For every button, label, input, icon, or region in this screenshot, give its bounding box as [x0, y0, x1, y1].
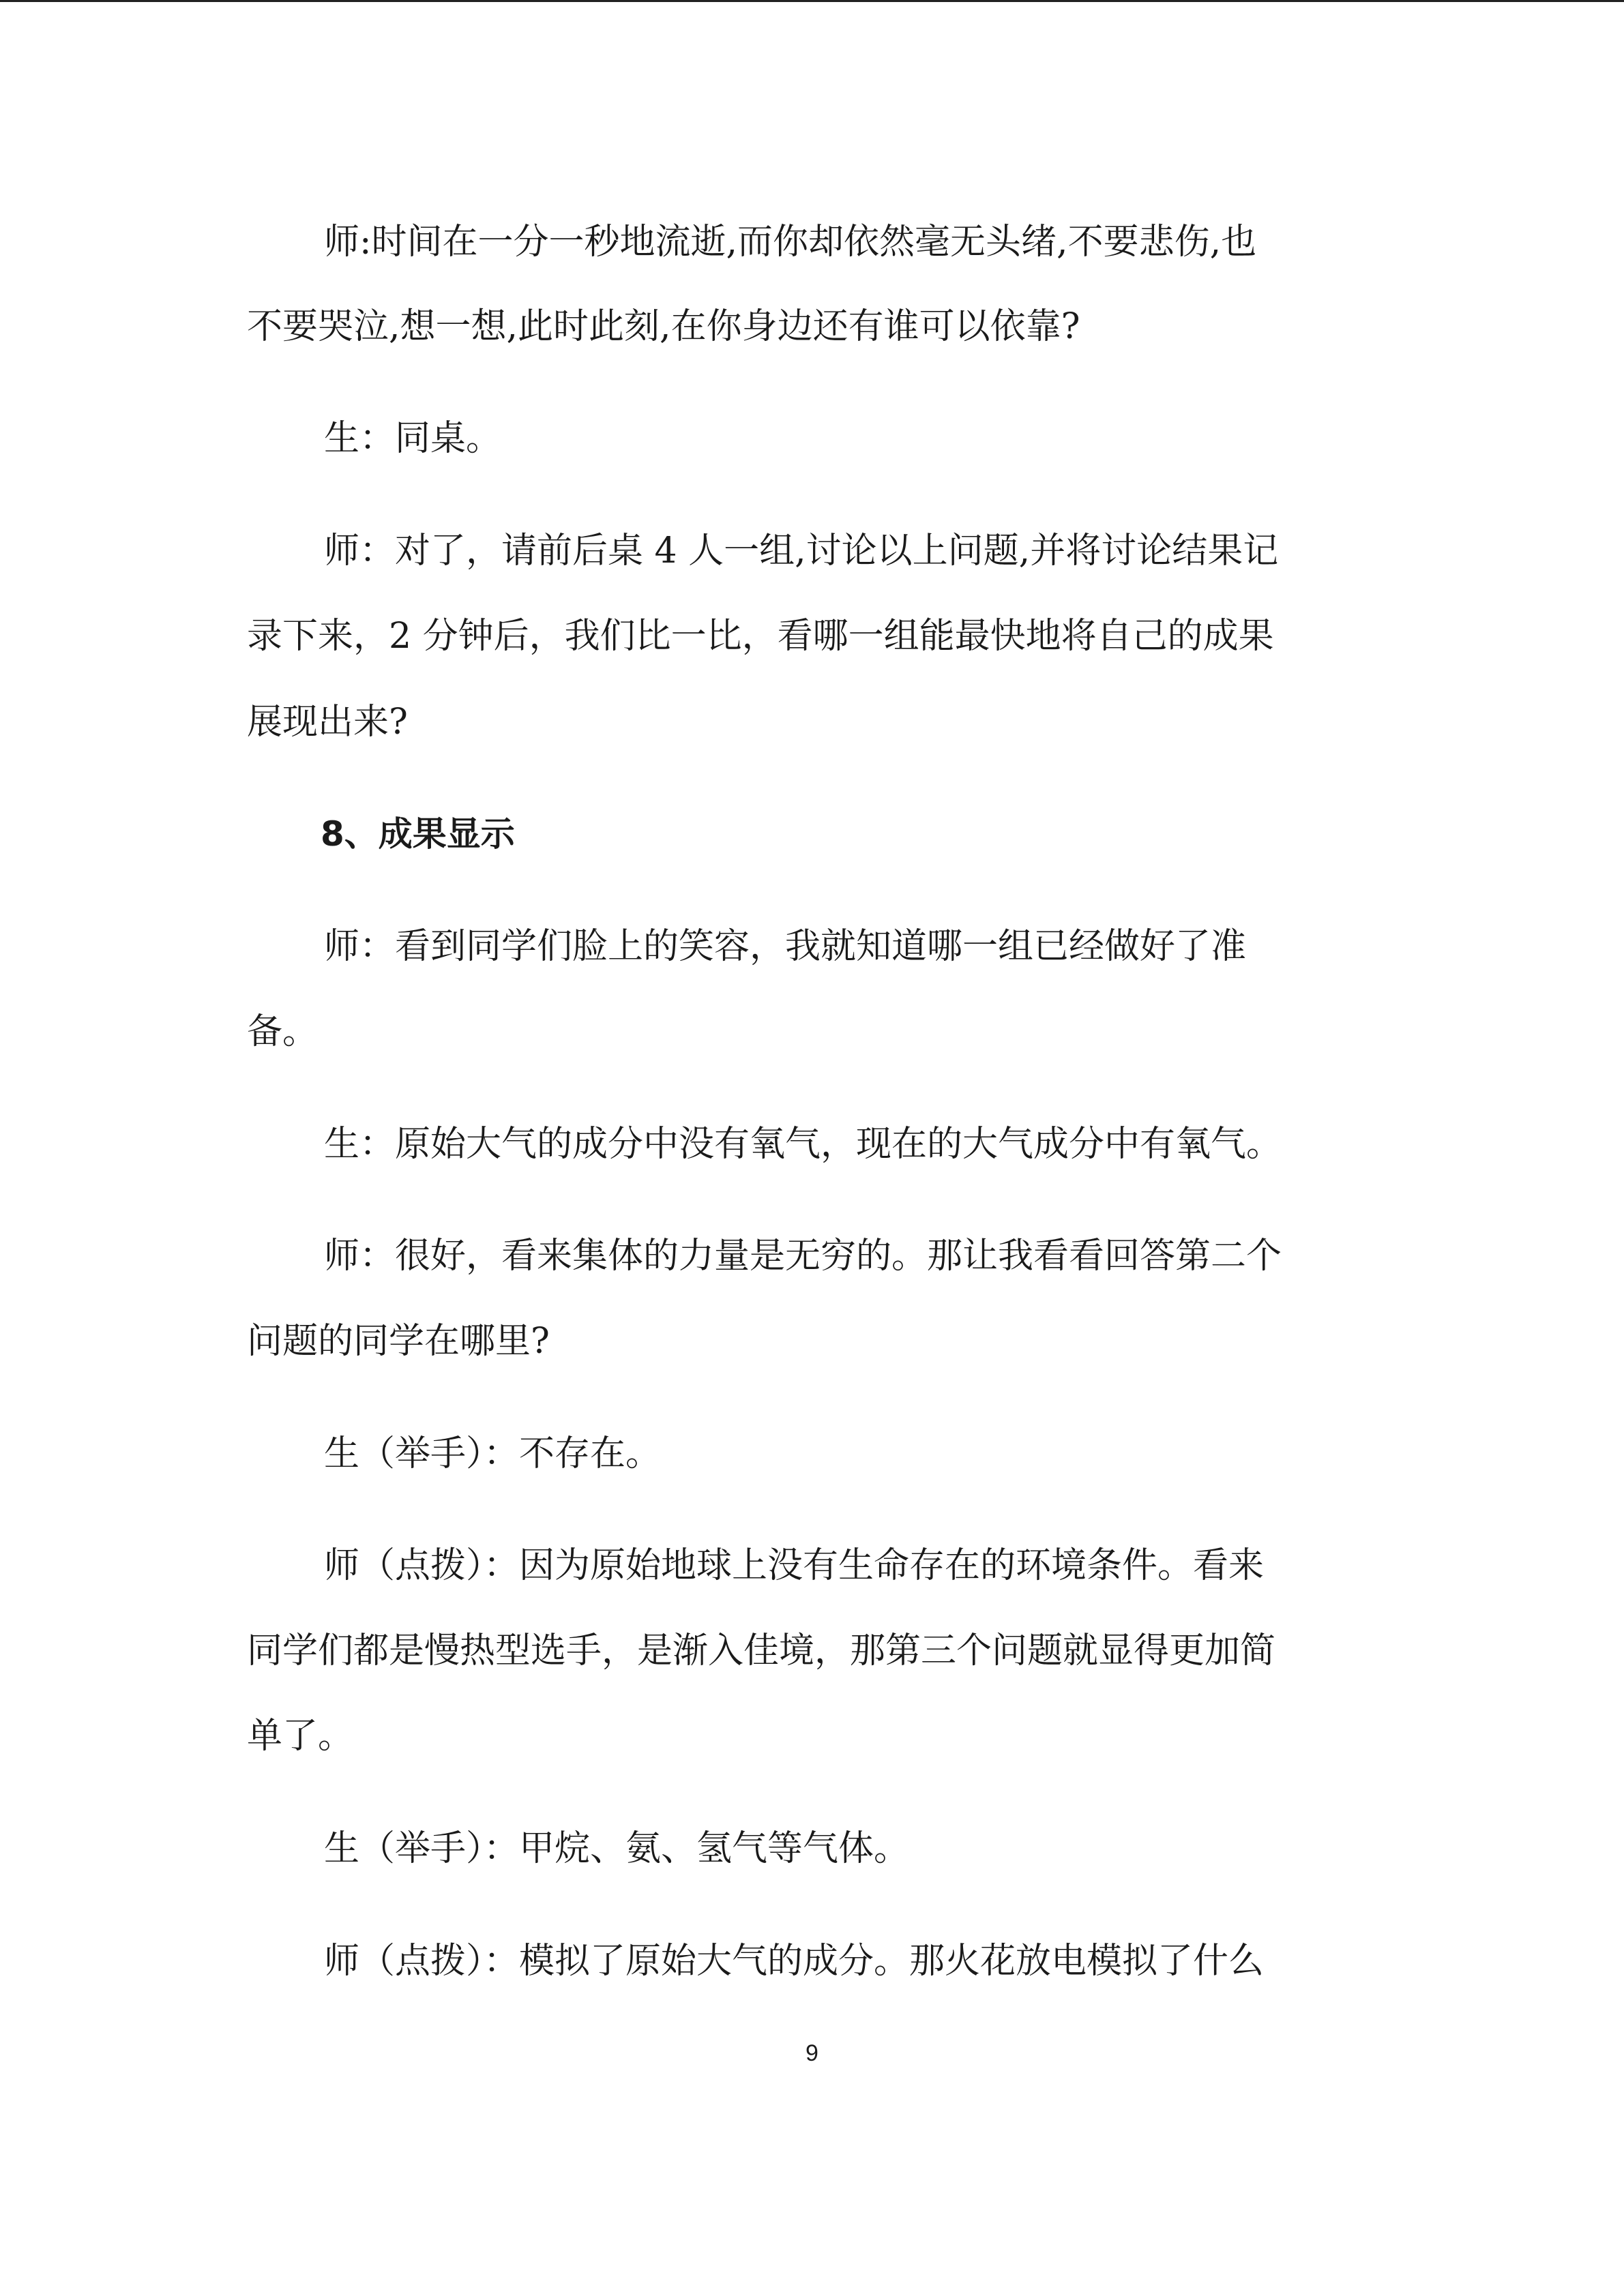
paragraph-line: 问题的同学在哪里?: [247, 1321, 550, 1362]
page-number: 9: [806, 2040, 818, 2066]
paragraph-line: 生：同桌。: [324, 418, 502, 459]
paragraph-line: 师：对了，请前后桌 4 人一组,讨论以上问题,并将讨论结果记: [324, 531, 1279, 571]
paragraph-line: 备。: [247, 1011, 319, 1052]
paragraph-line: 师（点拨）：因为原始地球上没有生命存在的环境条件。看来: [324, 1545, 1265, 1586]
paragraph-line: 师：很好，看来集体的力量是无穷的。那让我看看回答第二个: [324, 1236, 1282, 1277]
paragraph-line: 不要哭泣,想一想,此时此刻,在你身边还有谁可以依靠?: [247, 306, 1080, 347]
paragraph-line: 录下来，2 分钟后，我们比一比，看哪一组能最快地将自己的成果: [247, 616, 1274, 657]
paragraph-line: 展现出来?: [247, 702, 408, 743]
paragraph-line: 生（举手）：甲烷、氨、氢气等气体。: [324, 1828, 910, 1869]
paragraph-line: 师:时间在一分一秒地流逝,而你却依然毫无头绪,不要悲伤,也: [324, 222, 1257, 263]
paragraph-line: 单了。: [247, 1716, 354, 1757]
paragraph-line: 师（点拨）：模拟了原始大气的成分。那火花放电模拟了什么: [324, 1941, 1265, 1982]
paragraph-line: 师：看到同学们脸上的笑容，我就知道哪一组已经做好了准: [324, 926, 1247, 967]
paragraph-line: 生（举手）：不存在。: [324, 1433, 662, 1474]
paragraph-line: 生：原始大气的成分中没有氧气，现在的大气成分中有氧气。: [324, 1124, 1282, 1165]
section-heading: 8、成果显示: [321, 814, 515, 854]
paragraph-line: 同学们都是慢热型选手，是渐入佳境，那第三个问题就显得更加简: [247, 1630, 1276, 1671]
